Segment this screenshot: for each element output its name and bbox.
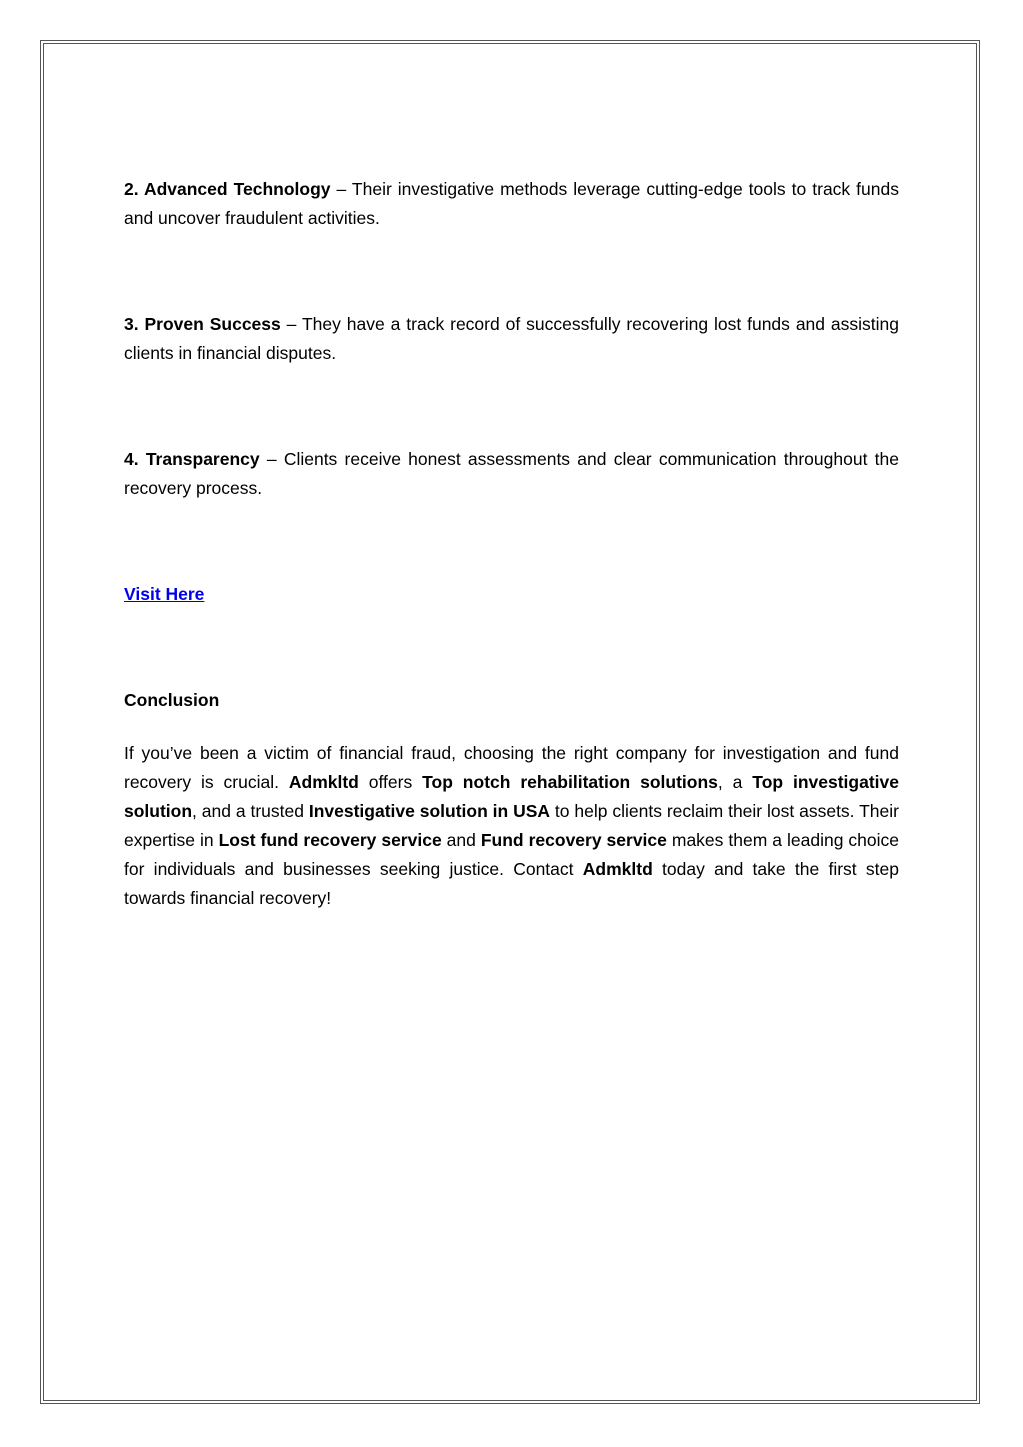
advanced-technology-body: – Their investigative methods leverage cutting-edge tools to track funds and uncover fraudulent activities. [124,179,899,228]
conclusion-bold: Top notch rehabilitation solutions [422,772,718,792]
conclusion-bold: Top investigative solution [124,772,899,821]
conclusion-text: to help clients reclaim their lost assets. Their expertise in [124,801,899,850]
page-border-inner [43,43,977,1401]
visit-here-link[interactable]: Visit Here [124,584,205,604]
conclusion-text: today and take the first step towards financial recovery! [124,859,899,908]
conclusion-heading: Conclusion [124,690,220,710]
transparency-paragraph [124,445,899,503]
proven-success-body: – They have a track record of successfully recovering lost funds and assisting clients in financial disputes. [124,314,900,363]
conclusion-bold: Admkltd [582,859,653,879]
conclusion-text: and [441,830,481,850]
proven-success-heading: 3. Proven Success [124,314,281,334]
proven-success-paragraph [124,310,899,368]
advanced-technology-heading: 2. Advanced Technology [124,179,331,199]
visit-paragraph [124,580,899,609]
conclusion-paragraph [124,739,899,913]
conclusion-bold: Admkltd [288,772,359,792]
conclusion-text: , a [717,772,753,792]
conclusion-text: makes them a leading choice for individuals and businesses seeking justice. Contact [124,830,899,879]
transparency-body: – Clients receive honest assessments and clear communication throughout the recovery process. [124,449,899,498]
advanced-technology-paragraph [124,175,899,233]
conclusion-bold: Fund recovery service [480,830,667,850]
conclusion-text: , and a trusted [192,801,309,821]
transparency-heading: 4. Transparency [124,449,260,469]
conclusion-bold: Investigative solution in USA [308,801,551,821]
conclusion-text: offers [358,772,423,792]
conclusion-text: If you’ve been a victim of financial fraud, choosing the right company for investigation and fund recovery is crucial. [124,743,899,792]
conclusion-bold: Lost fund recovery service [218,830,442,850]
